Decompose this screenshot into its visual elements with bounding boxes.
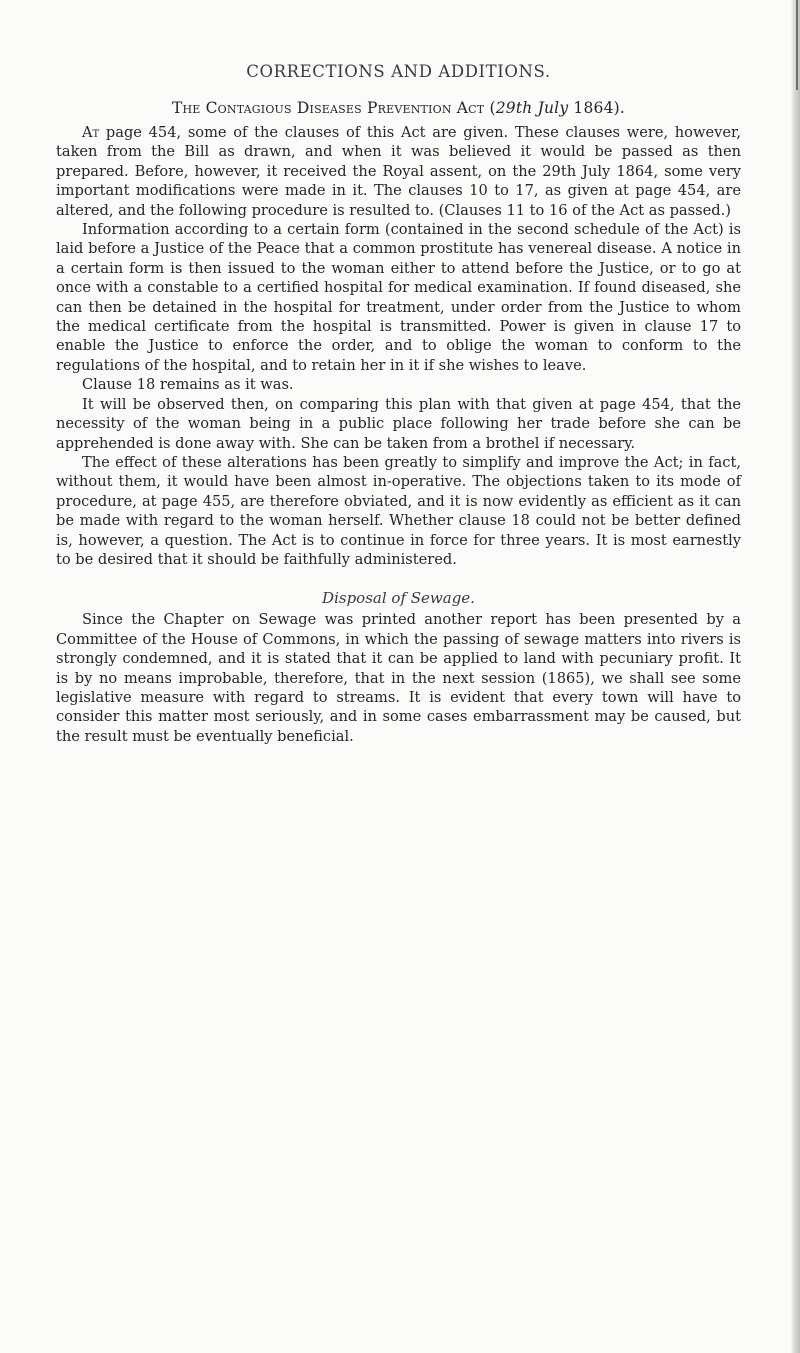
- act-title-date: 29th July: [495, 99, 569, 117]
- page-edge-shadow: [791, 0, 800, 1353]
- act-paragraph-3: Clause 18 remains as it was.: [82, 376, 294, 394]
- page-heading: CORRECTIONS AND ADDITIONS.: [246, 62, 551, 81]
- sewage-paragraph-1: Since the Chapter on Sewage was printed another report has been presented by a Committee of the House of Commons, in which the passing of sewage matters into rivers is strongly condemned, and it is stated that it can be applied to land with pecuniary profit. It is by no means improbable, therefore, that in the next session (1865), we shall see some legislative measure with regard to streams. It is evident that every town will have to consider this matter most seriously, and in some cases embarrassment may be caused, but the result must be eventually beneficial.: [56, 611, 741, 745]
- act-paragraph-2: Information according to a certain form (contained in the second schedule of the Act) is laid before a Justice of the Peace that a common prostitute has venereal disease. A notice in a certain form is then issued to the woman either to attend before the Justice, or to go at once with a constable to a certified hospital for medical examination. If found diseased, she can then be detained in the hospital for treatment, under order from the Justice to whom the medical certificate from the hospital is transmitted. Power is given in clause 17 to enable the Justice to enforce the order, and to oblige the woman to conform to the regulations of the hospital, and to retain her in it if she wishes to leave.: [56, 221, 741, 374]
- page-edge-mark: [796, 0, 798, 90]
- act-section-title: [56, 99, 741, 117]
- document-page: [56, 62, 741, 746]
- sewage-section-title: Disposal of Sewage.: [322, 589, 475, 608]
- act-paragraph-4: It will be observed then, on comparing this plan with that given at page 454, that the necessity of the woman being in a public place following her trade before she can be apprehended is done away with. She can be taken from a brothel if necessary.: [56, 395, 741, 452]
- act-paragraph-5: The effect of these alterations has been greatly to simplify and improve the Act; in fact, without them, it would have been almost in-operative. The objections taken to its mode of procedure, at page 455, are therefore obviated, and it is now evidently as efficient as it can be made with regard to the woman herself. Whether clause 18 could not be better defined is, however, a question. The Act is to continue in force for three years. It is most earnestly to be desired that it should be faithfully administered.: [56, 453, 741, 568]
- lead-word: At: [82, 124, 100, 141]
- act-title-suffix: 1864).: [568, 99, 626, 117]
- act-paragraph-1: [56, 123, 741, 220]
- act-title-prefix: The Contagious Diseases Prevention Act (: [171, 99, 496, 117]
- act-paragraph-1-text: page 454, some of the clauses of this Act are given. These clauses were, however, taken from the Bill as drawn, and when it was believed it would be passed as then prepared. Before, however, it received the Royal assent, on the 29th July 1864, some very important modifications were made in it. The clauses 10 to 17, as given at page 454, are altered, and the following procedure is resulted to. (Clauses 11 to 16 of the Act as passed.): [56, 124, 741, 219]
